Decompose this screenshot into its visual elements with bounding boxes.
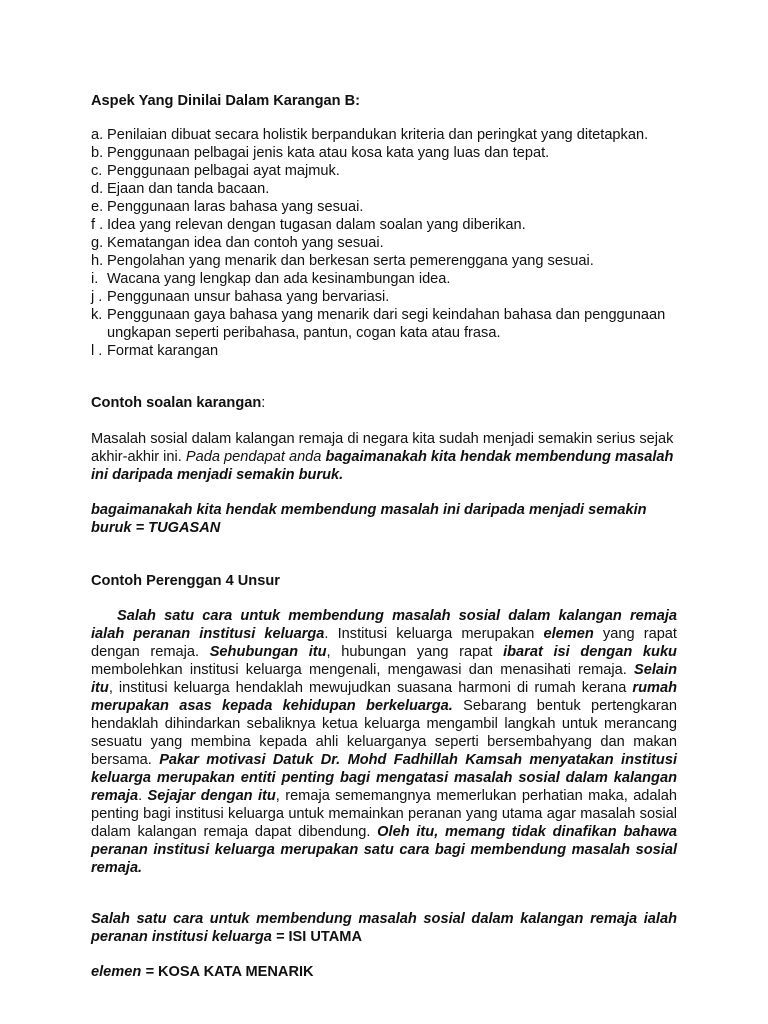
aspek-item-marker: k. [91,307,103,323]
aspek-item-text: Penggunaan pelbagai jenis kata atau kosa kata yang luas dan tepat. [107,145,550,161]
perenggan-pendapat-pakar: Pakar motivasi Datuk Dr. Mohd Fadhillah Kamsah menyatakan institusi keluarga merupakan entiti penting bagi mengatasi masalah sosial dalam kalangan remaja [91,752,677,804]
aspek-item-marker: g. [91,235,104,251]
perenggan-text: , remaja sememangnya memerlukan perhatian maka, adalah penting bagi institusi keluarga untuk memainkan peranan yang utama agar masalah sosial dalam kalangan remaja dapat dibendung. [91,788,678,840]
aspek-item-marker: h. [91,253,104,269]
tugasan-line: bagaimanakah kita hendak membendung masalah ini daripada menjadi semakin buruk = TUGASAN [91,502,647,536]
aspek-item [91,252,677,270]
isi-utama-quote: Salah satu cara untuk membendung masalah sosial dalam kalangan remaja ialah peranan institusi keluarga = [91,911,677,945]
aspek-item-marker: l . [91,343,103,359]
heading-aspek: Aspek Yang Dinilai Dalam Karangan B: [91,93,360,109]
aspek-item [91,180,677,198]
heading-contoh-soalan [91,394,677,412]
aspek-item-marker: c. [91,163,103,179]
contoh-perenggan [91,607,677,877]
aspek-item [91,342,677,360]
aspek-item-text: Penggunaan laras bahasa yang sesuai. [107,199,364,215]
perenggan-text: yang rapat dengan remaja. [91,626,677,660]
aspek-item-text: Format karangan [107,343,219,359]
aspek-item [91,216,677,234]
aspek-item-text: Kematangan idea dan contoh yang sesuai. [107,235,384,251]
perenggan-text: Sebarang bentuk pertengkaran hendaklah dihindarkan sebaliknya ketua keluarga mengambil langkah untuk merancang sesuatu yang membina kepada ahli keluarganya seperti bersembahyang dan makan bersama. [91,698,677,768]
aspek-item [91,306,677,342]
aspek-item [91,144,677,162]
heading-colon: : [261,395,266,411]
aspek-item-marker: e. [91,199,104,215]
kosa-kata-word: elemen = [91,964,158,980]
perenggan-penanda-wacana: Selain itu [91,662,677,696]
aspek-item [91,234,677,252]
aspek-item-text: Wacana yang lengkap dan ada kesinambungan idea. [107,271,451,287]
soalan-bold-italic: bagaimanakah kita hendak membendung masalah ini daripada menjadi semakin buruk. [91,449,674,483]
aspek-item-text: Ejaan dan tanda bacaan. [107,181,270,197]
perenggan-penanda-wacana: Sejajar dengan itu [147,788,276,804]
kosa-kata-line [91,963,677,981]
perenggan-penanda-wacana: Sehubungan itu [209,644,327,660]
aspek-item [91,162,677,180]
kosa-kata-label: KOSA KATA MENARIK [157,964,314,980]
aspek-item-marker: j . [91,289,103,305]
aspek-item-text: Idea yang relevan dengan tugasan dalam soalan yang diberikan. [107,217,526,233]
heading-perenggan: Contoh Perenggan 4 Unsur [91,573,280,589]
aspek-item-text: Pengolahan yang menarik dan berkesan serta pemerenggana yang sesuai. [107,253,594,269]
soalan-plain: Masalah sosial dalam kalangan remaja di negara kita sudah menjadi semakin serius sejak akhir-akhir ini. [91,431,674,465]
aspek-item-text: Penggunaan pelbagai ayat majmuk. [107,163,340,179]
perenggan-ungkapan: rumah merupakan asas kepada kehidupan berkeluarga. [91,680,677,714]
aspek-list [91,126,677,360]
aspek-item-marker: d. [91,181,104,197]
aspek-item [91,270,677,288]
aspek-item-marker: i. [91,271,99,287]
perenggan-kesimpulan: Oleh itu, memang tidak dinafikan bahawa peranan institusi keluarga merupakan satu cara bagi membendung masalah sosial remaja. [91,824,677,876]
perenggan-text: membolehkan institusi keluarga mengenali, mengawasi dan menasihati remaja. [91,662,634,678]
perenggan-text: . Institusi keluarga merupakan [324,626,544,642]
aspek-item [91,126,677,144]
perenggan-kosa-kata: elemen [543,626,594,642]
aspek-item [91,288,677,306]
perenggan-text: , hubungan yang rapat [326,644,504,660]
aspek-item-text: Penggunaan gaya bahasa yang menarik dari segi keindahan bahasa dan penggunaan ungkapan seperti peribahasa, pantun, cogan kata atau frasa. [107,307,666,341]
isi-utama-label: ISI UTAMA [288,929,363,945]
isi-utama-line [91,910,677,946]
perenggan-isi-utama: Salah satu cara untuk membendung masalah sosial dalam kalangan remaja ialah peranan institusi keluarga [91,608,677,642]
perenggan-peribahasa: ibarat isi dengan kuku [503,644,677,660]
aspek-item-marker: f . [91,217,104,233]
aspek-item-marker: b. [91,145,104,161]
aspek-item-text: Penilaian dibuat secara holistik berpandukan kriteria dan peringkat yang ditetapkan. [107,127,649,143]
aspek-item-text: Penggunaan unsur bahasa yang bervariasi. [107,289,390,305]
perenggan-text: . [138,788,148,804]
heading-contoh-soalan-text: Contoh soalan karangan [91,395,262,411]
soalan-italic: Pada pendapat anda [185,449,326,465]
aspek-item-marker: a. [91,127,104,143]
aspek-item [91,198,677,216]
soalan-paragraph [91,430,677,484]
perenggan-text: , institusi keluarga hendaklah mewujudkan suasana harmoni di rumah kerana [108,680,633,696]
